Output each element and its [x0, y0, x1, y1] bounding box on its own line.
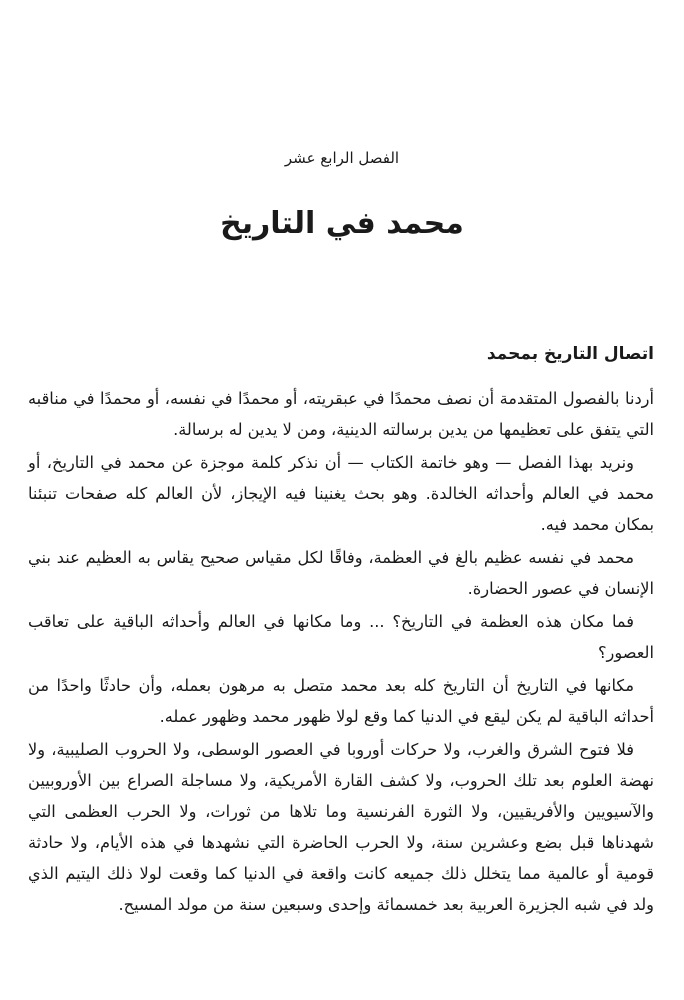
chapter-title: محمد في التاريخ — [220, 206, 464, 241]
paragraph: فلا فتوح الشرق والغرب، ولا حركات أوروبا في العصور الوسطى، ولا الحروب الصليبية، ولا نهضة العلوم بعد تلك الحروب، ولا كشف القارة الأمريكية، ولا مساجلة الصراع بين الأوروبيين والآسيويين والأفريقيين، ولا الثورة الفرنسية وما تلاها من ثورات، ولا الحرب العظمى التي شهدناها قبل بضع وعشرين سنة، ولا الحرب الحاضرة التي نشهدها في هذه الأيام، ولا حادثة قومية أو عالمية مما يتخلل ذلك جميعه كانت واقعة في الدنيا كما وقعت لولا ذلك اليتيم الذي ولد في شبه الجزيرة العربية بعد خمسمائة وإحدى وسبعين سنة من مولد المسيح. — [28, 740, 654, 914]
section-heading: اتصال التاريخ بمحمد — [486, 344, 654, 364]
paragraph: مكانها في التاريخ أن التاريخ كله بعد محمد متصل به مرهون بعمله، وأن حادثًا واحدًا من أحداثه الباقية لم يكن ليقع في الدنيا كما وقع لولا ظهور محمد وظهور عمله. — [28, 676, 654, 726]
chapter-label: الفصل الرابع عشر — [284, 149, 400, 167]
body-text — [28, 383, 654, 922]
paragraph: ونريد بهذا الفصل — وهو خاتمة الكتاب — أن نذكر كلمة موجزة عن محمد في التاريخ، أو محمد في العالم وأحداثه الخالدة. وهو بحث يغنينا فيه الإيجاز، لأن العالم كله صفحات تنبئنا بمكان محمد فيه. — [28, 453, 654, 534]
paragraph: فما مكان هذه العظمة في التاريخ؟ ... وما مكانها في العالم وأحداثه الباقية على تعاقب العصور؟ — [28, 612, 654, 662]
paragraph: أردنا بالفصول المتقدمة أن نصف محمدًا في عبقريته، أو محمدًا في نفسه، أو محمدًا في مناقبه التي يتفق على تعظيمها من يدين برسالته الدينية، ومن لا يدين له برسالة. — [28, 389, 654, 439]
paragraph: محمد في نفسه عظيم بالغ في العظمة، وفاقًا لكل مقياس صحيح يقاس به العظيم عند بني الإنسان في عصور الحضارة. — [28, 548, 654, 598]
